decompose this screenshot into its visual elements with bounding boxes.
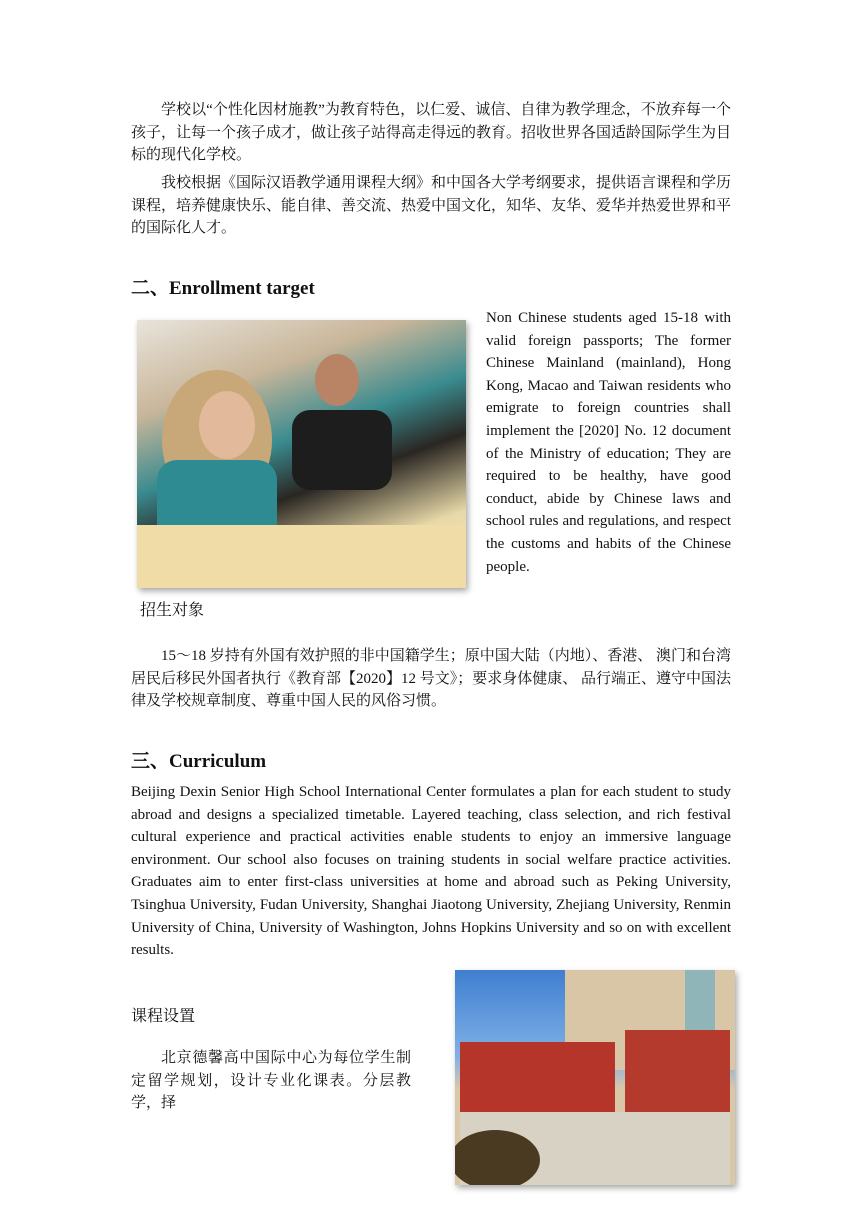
- students-calligraphy-photo: [137, 320, 466, 588]
- curriculum-subheading: 课程设置: [131, 1008, 196, 1025]
- enrollment-english-text: Non Chinese students aged 15-18 with valid foreign passports; The former Chinese Mainland (mainland), Hong Kong, Macao and Taiwan residents who emigrate to foreign countries shall implement the [2020] No. 12 document of the Ministry of education; They are required to be healthy, have good conduct, abide by Chinese laws and school rules and regulations, and respect the customs and habits of the Chinese people.: [486, 310, 731, 575]
- intro-paragraph-1: 学校以“个性化因材施教”为教育特色，以仁爱、诚信、自律为教学理念，不放弃每一个孩子，让每一个孩子成才，做让孩子站得高走得远的教育。招收世界各国适龄国际学生为目标的现代化学校。: [131, 102, 732, 164]
- school-building-photo: [455, 970, 735, 1185]
- enrollment-chinese-text: 15～18 岁持有外国有效护照的非中国籍学生；原中国大陆（内地）、香港、 澳门和台湾居民后移民外国者执行《教育部【2020】12 号文》；要求身体健康、 品行端正、遵守中国法律及学校规章制度、尊重中国人民的风俗习惯。: [131, 648, 732, 710]
- enrollment-caption: 招生对象: [140, 602, 205, 619]
- photo-illustration: [137, 320, 466, 588]
- curriculum-chinese-text: 北京德馨高中国际中心为每位学生制定留学规划，设计专业化课表。分层教学，择: [131, 1050, 411, 1112]
- photo-illustration: [455, 970, 735, 1185]
- curriculum-english-text: Beijing Dexin Senior High School International Center formulates a plan for each student to study abroad and designs a specialized timetable. Layered teaching, class selection, and rich festival cultural experience and practical activities enable students to enjoy an immersive language environment. Our school also focuses on training students in social welfare practice activities. Graduates aim to enter first-class universities at home and abroad such as Peking University, Tsinghua University, Fudan University, Shanghai Jiaotong University, Zhejiang University, Renmin University of China, University of Washington, Johns Hopkins University and so on with excellent results.: [131, 784, 731, 959]
- enrollment-heading: 二、Enrollment target: [131, 278, 315, 299]
- curriculum-heading: 三、Curriculum: [131, 751, 267, 772]
- intro-paragraph-2: 我校根据《国际汉语教学通用课程大纲》和中国各大学考纲要求，提供语言课程和学历课程，培养健康快乐、能自律、善交流、热爱中国文化，知华、友华、爱华并热爱世界和平的国际化人才。: [131, 175, 732, 237]
